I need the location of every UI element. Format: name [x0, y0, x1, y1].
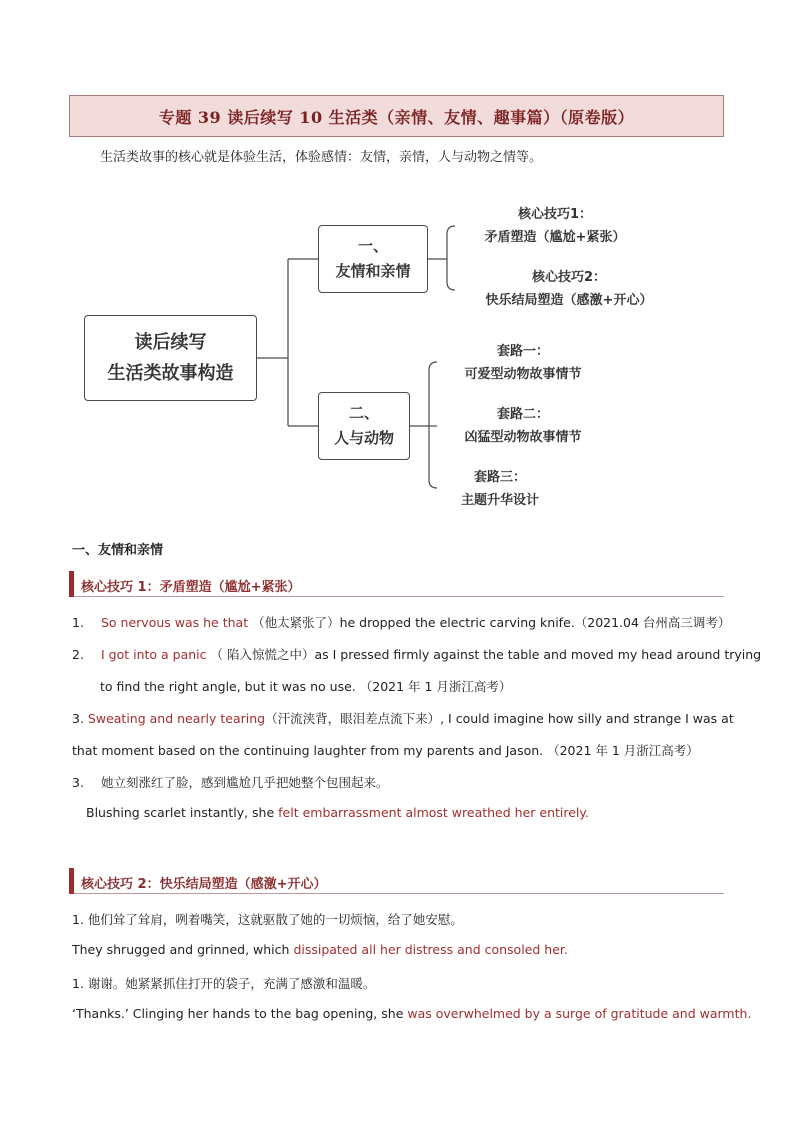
leaf-line1: 核心技巧1：: [517, 207, 593, 222]
highlight-phrase: felt embarrassment almost wreathed her entirely.: [278, 805, 589, 820]
leaf-line2: 凶猛型动物故事情节: [464, 430, 582, 445]
highlight-phrase: Sweating and nearly tearing: [87, 711, 266, 726]
example-line: [72, 645, 761, 663]
intro-paragraph: 生活类故事的核心就是体验生活，体验感情：友情，亲情，人与动物之情等。: [100, 150, 543, 165]
mindmap-root-node: [84, 315, 257, 401]
heading-accent-bar: [69, 868, 74, 894]
connector-b1-spine: [447, 226, 455, 290]
example-text: （ 陷入惊慌之中）as I pressed firmly against the table and moved my head around trying: [210, 647, 762, 662]
example-text: ‘Thanks.’ Clinging her hands to the bag opening, she: [72, 1006, 408, 1021]
branch1-line2: 友情和亲情: [335, 262, 411, 280]
page-title: 专题 39 读后续写 10 生活类（亲情、友情、趣事篇）（原卷版）: [158, 107, 635, 127]
mindmap-branch-animals: [318, 392, 410, 460]
leaf-line1: 套路三：: [473, 470, 526, 485]
highlight-phrase: I got into a panic: [101, 647, 207, 662]
connector-b2-spine: [429, 362, 437, 488]
skill1-heading-text: 核心技巧 1：矛盾塑造（尴尬+紧张）: [81, 580, 301, 595]
example-line: [72, 613, 730, 631]
highlight-phrase: So nervous was he that: [101, 615, 249, 630]
chinese-sentence: 她立刻涨红了脸，感到尴尬几乎把她整个包围起来。: [101, 775, 389, 790]
example-line: [72, 942, 568, 957]
root-line1: 读后续写: [134, 332, 207, 353]
skill2-heading: [69, 868, 724, 894]
example-text: （汗流浃背，眼泪差点流下来）, I could imagine how silly and strange I was at: [265, 711, 734, 726]
skill2-heading-text: 核心技巧 2：快乐结局塑造（感激+开心）: [81, 877, 327, 892]
chinese-sentence: 1. 他们耸了耸肩，咧着嘴笑，这就驱散了她的一切烦恼，给了她安慰。: [72, 912, 463, 927]
example-line-continued: to find the right angle, but it was no use. （2021 年 1 月浙江高考）: [100, 679, 512, 694]
mindmap-leaf-skill2: [470, 266, 668, 312]
example-line: [72, 709, 734, 727]
skill1-heading: [69, 571, 724, 597]
highlight-phrase: dissipated all her distress and consoled her.: [293, 942, 568, 957]
example-text: （他太紧张了）he dropped the electric carving knife.（2021.04 台州高三调考）: [252, 615, 731, 630]
example-text: Blushing scarlet instantly, she: [86, 805, 279, 820]
example-line: [72, 1006, 751, 1021]
section-heading: 一、友情和亲情: [72, 543, 164, 558]
item-number: 3.: [72, 775, 84, 790]
mindmap-leaf-routine3: [448, 466, 552, 512]
leaf-line1: 套路二：: [496, 407, 549, 422]
item-number: 2.: [72, 647, 84, 662]
branch2-line2: 人与动物: [333, 429, 394, 447]
root-line2: 生活类故事构造: [107, 363, 234, 384]
mindmap-leaf-routine1: [452, 340, 594, 386]
item-number: 1.: [72, 615, 84, 630]
branch2-line1: 二、: [348, 404, 379, 422]
leaf-line2: 可爱型动物故事情节: [464, 367, 582, 382]
mindmap-leaf-skill1: [470, 203, 640, 249]
leaf-line2: 快乐结局塑造（感激+开心）: [485, 293, 653, 308]
example-line: [86, 805, 589, 820]
highlight-phrase: was overwhelmed by a surge of gratitude and warmth.: [407, 1006, 752, 1021]
leaf-line1: 核心技巧2：: [531, 270, 607, 285]
leaf-line2: 主题升华设计: [460, 493, 539, 508]
heading-accent-bar: [69, 571, 74, 597]
example-text: They shrugged and grinned, which: [72, 942, 294, 957]
chinese-sentence: 1. 谢谢。她紧紧抓住打开的袋子，充满了感激和温暖。: [72, 976, 376, 991]
item-number: 3.: [72, 711, 84, 726]
mindmap-branch-friendship: [318, 225, 428, 293]
branch1-line1: 一、: [357, 237, 388, 255]
example-line-continued: that moment based on the continuing laughter from my parents and Jason. （2021 年 1 月浙江高考）: [72, 743, 699, 758]
mindmap-leaf-routine2: [452, 403, 594, 449]
example-line: [72, 773, 389, 791]
leaf-line2: 矛盾塑造（尴尬+紧张）: [484, 230, 626, 245]
leaf-line1: 套路一：: [496, 344, 549, 359]
